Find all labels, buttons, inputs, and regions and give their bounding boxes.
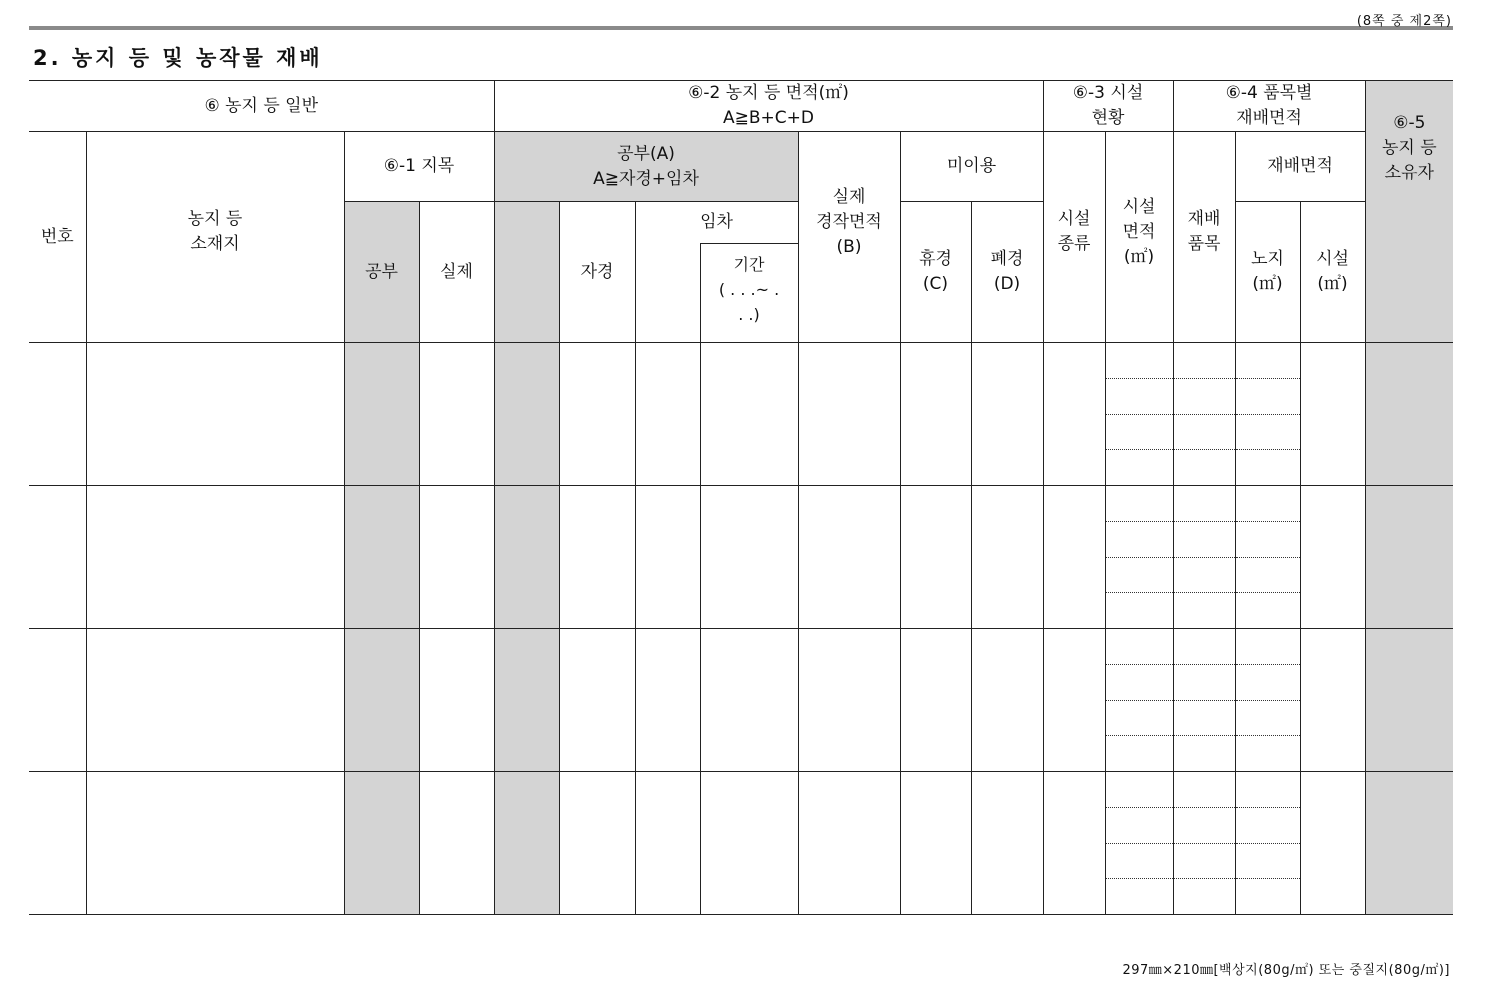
entry-cell[interactable] xyxy=(635,343,700,486)
header-open-field: 노지 (㎡) xyxy=(1235,202,1300,343)
entry-cell[interactable] xyxy=(1300,772,1365,915)
entry-cell[interactable] xyxy=(419,629,494,772)
crop-entry-cell[interactable] xyxy=(1173,629,1235,665)
entry-cell[interactable] xyxy=(86,343,344,486)
crop-entry-cell[interactable] xyxy=(1105,557,1173,593)
crop-entry-cell[interactable] xyxy=(1105,879,1173,915)
entry-cell[interactable] xyxy=(700,772,798,915)
header-crop-area: ⑥-4 품목별 재배면적 xyxy=(1173,81,1365,132)
crop-entry-cell[interactable] xyxy=(1235,700,1300,736)
header-greenhouse: 시설 (㎡) xyxy=(1300,202,1365,343)
crop-entry-cell[interactable] xyxy=(1173,378,1235,414)
entry-row xyxy=(29,343,1453,379)
entry-number-cell[interactable] xyxy=(29,486,86,629)
entry-cell[interactable] xyxy=(494,772,559,915)
entry-cell[interactable] xyxy=(494,343,559,486)
entry-cell[interactable] xyxy=(344,343,419,486)
paper-spec-note: 297㎜×210㎜[백상지(80g/㎡) 또는 중질지(80g/㎡)] xyxy=(1122,963,1450,978)
entry-cell[interactable] xyxy=(971,486,1043,629)
entry-cell[interactable] xyxy=(494,629,559,772)
header-lease: 임차 xyxy=(635,202,798,244)
entry-cell[interactable] xyxy=(86,486,344,629)
entry-cell[interactable] xyxy=(419,486,494,629)
crop-entry-cell[interactable] xyxy=(1105,664,1173,700)
header-actual-cultivated: 실제 경작면적 (B) xyxy=(798,132,900,343)
crop-entry-cell[interactable] xyxy=(1173,343,1235,379)
entry-cell[interactable] xyxy=(86,629,344,772)
header-fallow: 휴경 (C) xyxy=(900,202,971,343)
header-facility: ⑥-3 시설 현황 xyxy=(1043,81,1173,132)
entry-cell[interactable] xyxy=(635,772,700,915)
header-land-category: ⑥-1 지목 xyxy=(344,132,494,202)
entry-cell[interactable] xyxy=(419,772,494,915)
crop-entry-cell[interactable] xyxy=(1235,593,1300,629)
entry-cell[interactable] xyxy=(971,772,1043,915)
crop-entry-cell[interactable] xyxy=(1235,664,1300,700)
header-location: 농지 등 소재지 xyxy=(86,132,344,343)
entry-cell[interactable] xyxy=(900,486,971,629)
crop-entry-cell[interactable] xyxy=(1173,807,1235,843)
entry-cell[interactable] xyxy=(1365,629,1453,772)
crop-entry-cell[interactable] xyxy=(1105,807,1173,843)
crop-entry-cell[interactable] xyxy=(1235,343,1300,379)
header-facility-area: 시설 면적 (㎡) xyxy=(1105,132,1173,343)
crop-entry-cell[interactable] xyxy=(1235,414,1300,450)
entry-cell[interactable] xyxy=(1043,343,1105,486)
entry-cell[interactable] xyxy=(344,772,419,915)
crop-entry-cell[interactable] xyxy=(1105,343,1173,379)
header-row-1 xyxy=(29,81,1453,132)
entry-cell[interactable] xyxy=(419,343,494,486)
crop-entry-cell[interactable] xyxy=(1105,772,1173,808)
entry-cell[interactable] xyxy=(1043,486,1105,629)
header-category-actual: 실제 xyxy=(419,202,494,343)
entry-cell[interactable] xyxy=(971,629,1043,772)
entry-cell[interactable] xyxy=(900,343,971,486)
crop-entry-cell[interactable] xyxy=(1173,414,1235,450)
crop-entry-cell[interactable] xyxy=(1235,450,1300,486)
crop-entry-cell[interactable] xyxy=(1235,807,1300,843)
entry-cell[interactable] xyxy=(798,629,900,772)
entry-cell[interactable] xyxy=(700,486,798,629)
entry-cell[interactable] xyxy=(798,343,900,486)
entry-cell[interactable] xyxy=(1365,343,1453,486)
header-lease-blank xyxy=(635,244,700,343)
crop-entry-cell[interactable] xyxy=(1105,450,1173,486)
header-facility-type: 시설 종류 xyxy=(1043,132,1105,343)
crop-entry-cell[interactable] xyxy=(1105,700,1173,736)
entry-row xyxy=(29,486,1453,522)
entry-number-cell[interactable] xyxy=(29,772,86,915)
entry-cell[interactable] xyxy=(798,486,900,629)
entry-row xyxy=(29,772,1453,808)
entry-number-cell[interactable] xyxy=(29,629,86,772)
crop-entry-cell[interactable] xyxy=(1105,629,1173,665)
crop-entry-cell[interactable] xyxy=(1235,557,1300,593)
page-indicator: (8쪽 중 제2쪽) xyxy=(1356,14,1452,29)
crop-entry-cell[interactable] xyxy=(1173,772,1235,808)
entry-cell[interactable] xyxy=(700,629,798,772)
crop-entry-cell[interactable] xyxy=(1173,593,1235,629)
crop-entry-cell[interactable] xyxy=(1173,736,1235,772)
crop-entry-cell[interactable] xyxy=(1173,486,1235,522)
crop-entry-cell[interactable] xyxy=(1235,521,1300,557)
entry-cell[interactable] xyxy=(1043,629,1105,772)
header-registry-blank xyxy=(494,202,559,343)
header-crop-area-sub: 재배면적 xyxy=(1235,132,1365,202)
entry-cell[interactable] xyxy=(86,772,344,915)
header-area: ⑥-2 농지 등 면적(㎡) A≧B+C+D xyxy=(494,81,1043,132)
entry-cell[interactable] xyxy=(1365,486,1453,629)
header-category-registry: 공부 xyxy=(344,202,419,343)
crop-entry-cell[interactable] xyxy=(1173,557,1235,593)
crop-entry-cell[interactable] xyxy=(1173,700,1235,736)
farmland-table xyxy=(29,80,1453,915)
crop-entry-cell[interactable] xyxy=(1235,629,1300,665)
entry-cell[interactable] xyxy=(1043,772,1105,915)
entry-cell[interactable] xyxy=(559,629,635,772)
entry-number-cell[interactable] xyxy=(29,343,86,486)
crop-entry-cell[interactable] xyxy=(1173,521,1235,557)
entry-cell[interactable] xyxy=(1300,486,1365,629)
crop-entry-cell[interactable] xyxy=(1235,486,1300,522)
crop-entry-cell[interactable] xyxy=(1235,378,1300,414)
entry-cell[interactable] xyxy=(559,772,635,915)
header-registry-area: 공부(A) A≧자경+임차 xyxy=(494,132,798,202)
entry-cell[interactable] xyxy=(344,629,419,772)
entry-cell[interactable] xyxy=(635,486,700,629)
crop-entry-cell[interactable] xyxy=(1173,450,1235,486)
crop-entry-cell[interactable] xyxy=(1235,843,1300,879)
header-lease-period: 기간 ( . . .~ . . .) xyxy=(700,244,798,343)
entry-cell[interactable] xyxy=(559,343,635,486)
entry-cell[interactable] xyxy=(635,629,700,772)
entry-cell[interactable] xyxy=(344,486,419,629)
crop-entry-cell[interactable] xyxy=(1105,593,1173,629)
crop-entry-cell[interactable] xyxy=(1105,843,1173,879)
crop-entry-cell[interactable] xyxy=(1105,521,1173,557)
entry-cell[interactable] xyxy=(1300,629,1365,772)
entry-cell[interactable] xyxy=(900,629,971,772)
header-number: 번호 xyxy=(29,132,86,343)
entry-cell[interactable] xyxy=(798,772,900,915)
crop-entry-cell[interactable] xyxy=(1173,664,1235,700)
section-title: 2. 농지 등 및 농작물 재배 xyxy=(33,46,323,70)
entry-cell[interactable] xyxy=(559,486,635,629)
header-unused: 미이용 xyxy=(900,132,1043,202)
crop-entry-cell[interactable] xyxy=(1105,486,1173,522)
entry-row xyxy=(29,629,1453,665)
crop-entry-cell[interactable] xyxy=(1235,879,1300,915)
crop-entry-cell[interactable] xyxy=(1105,378,1173,414)
crop-entry-cell[interactable] xyxy=(1105,414,1173,450)
header-self-cultivation: 자경 xyxy=(559,202,635,343)
header-abandoned: 폐경 (D) xyxy=(971,202,1043,343)
crop-entry-cell[interactable] xyxy=(1105,736,1173,772)
entry-cell[interactable] xyxy=(971,343,1043,486)
entry-cell[interactable] xyxy=(1365,772,1453,915)
crop-entry-cell[interactable] xyxy=(1173,843,1235,879)
crop-entry-cell[interactable] xyxy=(1173,879,1235,915)
entry-cell[interactable] xyxy=(700,343,798,486)
header-general: ⑥ 농지 등 일반 xyxy=(29,81,494,132)
top-rule xyxy=(29,26,1453,30)
crop-entry-cell[interactable] xyxy=(1235,772,1300,808)
entry-cell[interactable] xyxy=(1300,343,1365,486)
entry-cell[interactable] xyxy=(494,486,559,629)
crop-entry-cell[interactable] xyxy=(1235,736,1300,772)
header-crop-item: 재배 품목 xyxy=(1173,132,1235,343)
header-owner: ⑥-5 농지 등 소유자 xyxy=(1365,81,1453,343)
entry-cell[interactable] xyxy=(900,772,971,915)
header-row-2 xyxy=(29,132,1453,202)
